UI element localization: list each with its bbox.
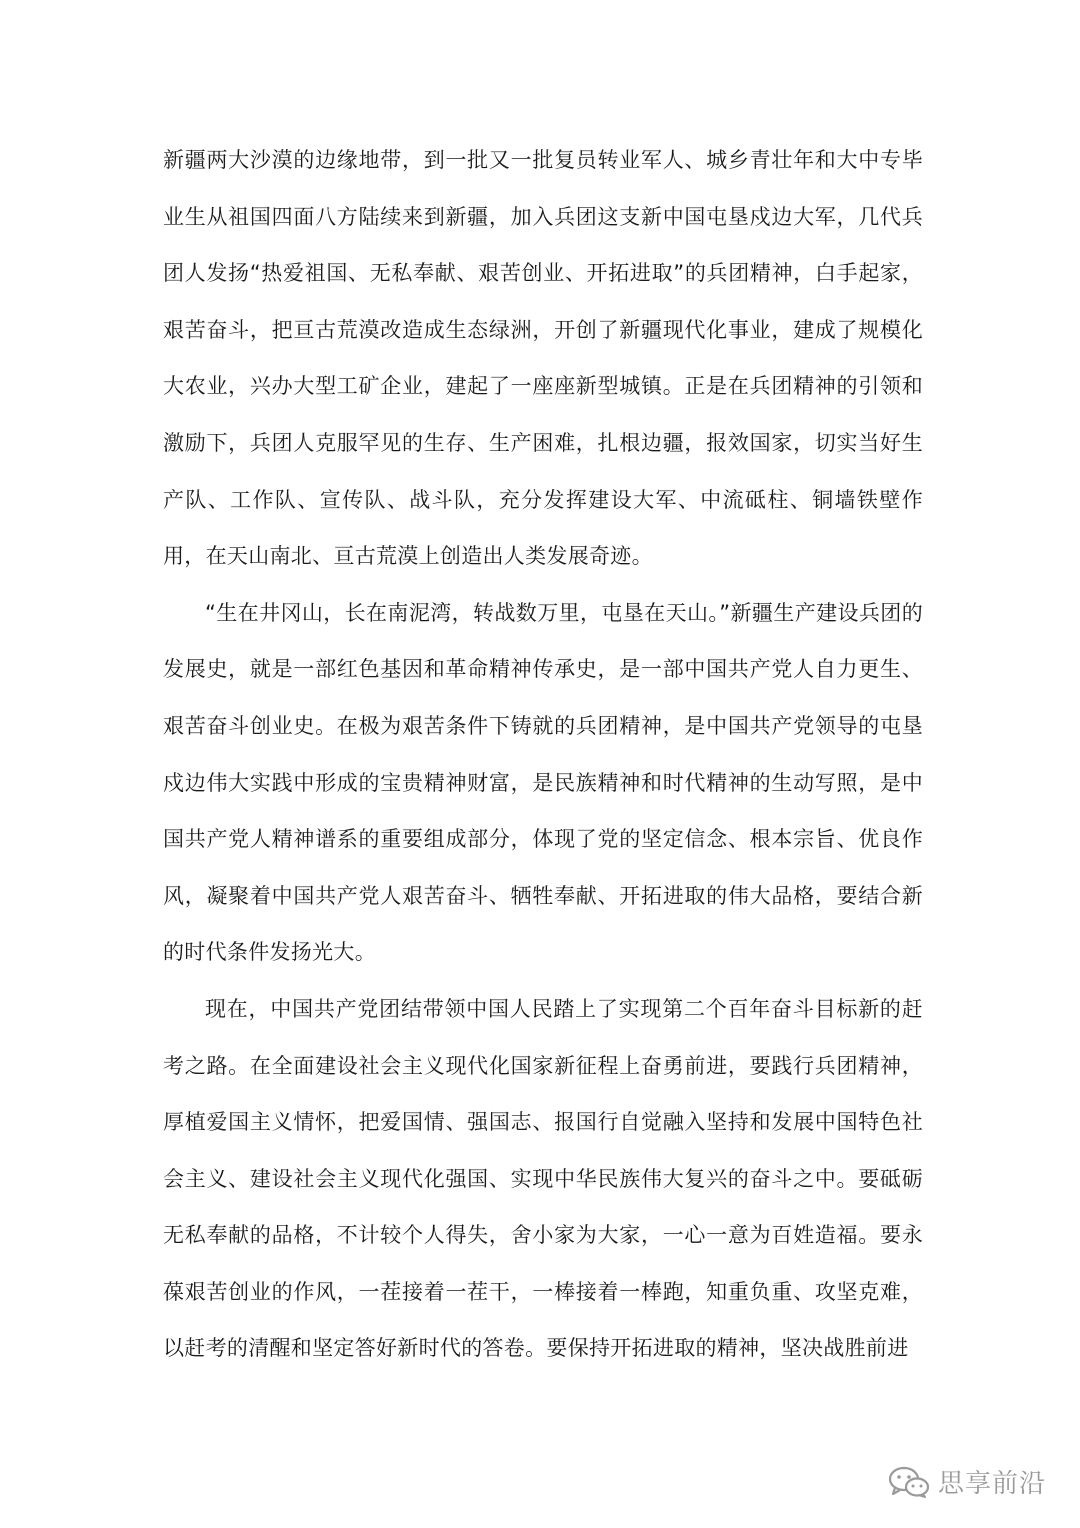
paragraph-1: 新疆两大沙漠的边缘地带，到一批又一批复员转业军人、城乡青壮年和大中专毕业生从祖国四面八方陆续来到新疆，加入兵团这支新中国屯垦戍边大军，几代兵团人发扬“热爱祖国、无私奉献、艰苦创业、开拓进取”的兵团精神，白手起家，艰苦奋斗，把亘古荒漠改造成生态绿洲，开创了新疆现代化事业，建成了规模化大农业，兴办大型工矿企业，建起了一座座新型城镇。正是在兵团精神的引领和激励下，兵团人克服罕见的生存、生产困难，扎根边疆，报效国家，切实当好生产队、工作队、宣传队、战斗队，充分发挥建设大军、中流砥柱、铜墙铁壁作用，在天山南北、亘古荒漠上创造出人类发展奇迹。	[163, 148, 923, 569]
watermark-text: 思享前沿	[937, 1469, 1046, 1499]
paragraph-2: “生在井冈山，长在南泥湾，转战数万里，屯垦在天山。”新疆生产建设兵团的发展史，就是一部红色基因和革命精神传承史，是一部中国共产党人自力更生、艰苦奋斗创业史。在极为艰苦条件下铸就的兵团精神，是中国共产党领导的屯垦戍边伟大实践中形成的宝贵精神财富，是民族精神和时代精神的生动写照，是中国共产党人精神谱系的重要组成部分，体现了党的坚定信念、根本宗旨、优良作风，凝聚着中国共产党人艰苦奋斗、牺牲奉献、开拓进取的伟大品格，要结合新的时代条件发扬光大。	[163, 600, 923, 965]
paragraph-3: 现在，中国共产党团结带领中国人民踏上了实现第二个百年奋斗目标新的赶考之路。在全面建设社会主义现代化国家新征程上奋勇前进，要践行兵团精神，厚植爱国主义情怀，把爱国情、强国志、报国行自觉融入坚持和发展中国特色社会主义、建设社会主义现代化强国、实现中华民族伟大复兴的奋斗之中。要砥砺无私奉献的品格，不计较个人得失，舍小家为大家，一心一意为百姓造福。要永葆艰苦创业的作风，一茬接着一茬干，一棒接着一棒跑，知重负重、攻坚克难，以赶考的清醒和坚定答好新时代的答卷。要保持开拓进取的精神，坚决战胜前进	[163, 996, 923, 1361]
watermark	[888, 1463, 1046, 1500]
article-body	[163, 132, 923, 1377]
wechat-icon	[888, 1466, 930, 1498]
